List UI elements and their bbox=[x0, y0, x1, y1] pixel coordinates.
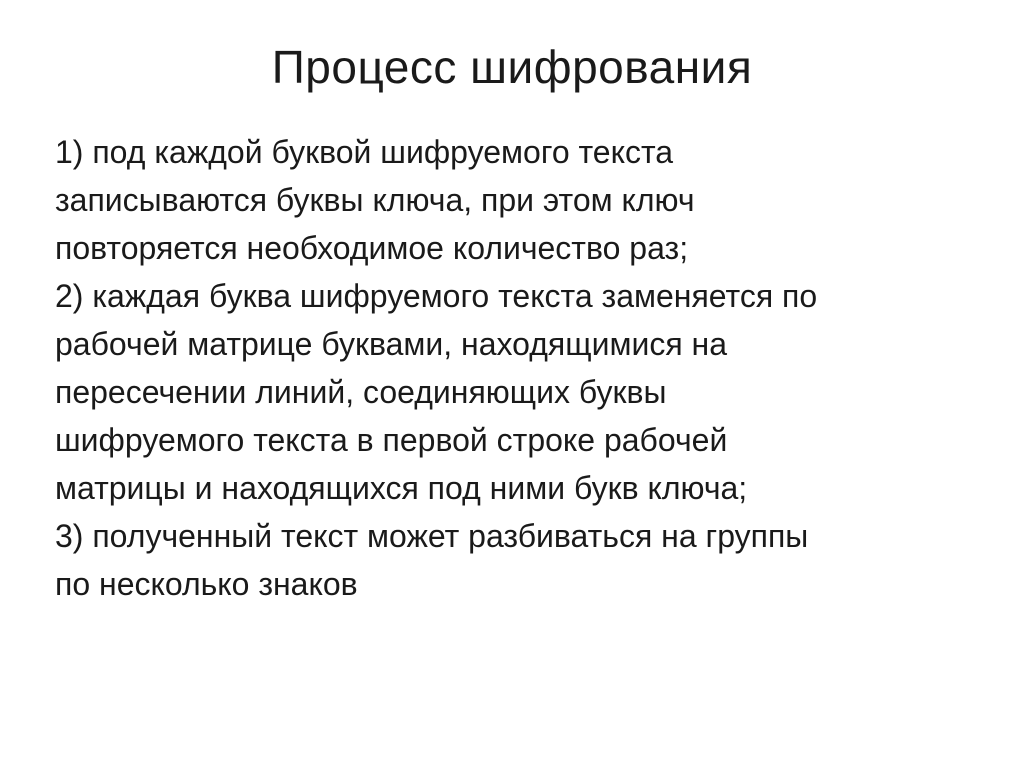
body-line: 2) каждая буква шифруемого текста заменяется по bbox=[55, 278, 818, 314]
body-line: рабочей матрице буквами, находящимися на bbox=[55, 326, 728, 362]
body-line: 1) под каждой буквой шифруемого текста bbox=[55, 134, 674, 170]
body-line: шифруемого текста в первой строке рабочей bbox=[55, 422, 728, 458]
body-line: матрицы и находящихся под ними букв ключа; bbox=[55, 470, 748, 506]
slide-body bbox=[55, 128, 985, 608]
body-line: 3) полученный текст может разбиваться на группы bbox=[55, 518, 809, 554]
slide-title: Процесс шифрования bbox=[271, 41, 753, 93]
body-line: пересечении линий, соединяющих буквы bbox=[55, 374, 667, 410]
body-line: по несколько знаков bbox=[55, 566, 358, 602]
body-line: повторяется необходимое количество раз; bbox=[55, 230, 689, 266]
body-line: записываются буквы ключа, при этом ключ bbox=[55, 182, 695, 218]
